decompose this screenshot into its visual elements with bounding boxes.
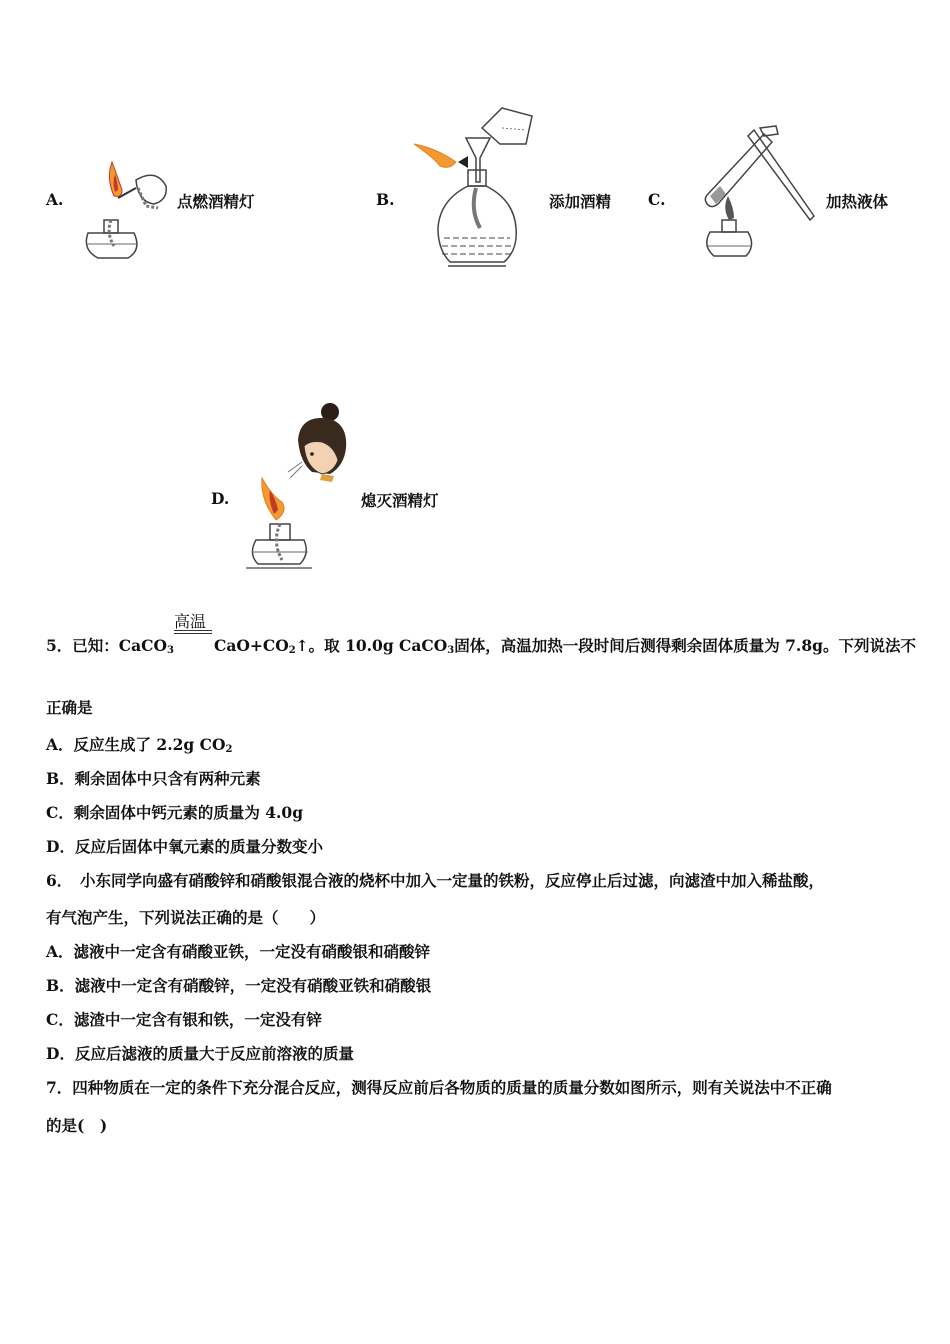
q5-stem (46, 634, 174, 656)
q5-option-a: A．反应生成了 2.2g $CO_2$ (46, 735, 233, 755)
q5-number: 5．已知： (46, 636, 119, 655)
option-d-letter: D. (211, 489, 230, 508)
q6-stem-line-1: 6． 小东同学向盛有硝酸锌和硝酸银混合液的烧杯中加入一定量的铁粉，反应停止后过滤，向滤渣中加入稀盐酸， (46, 871, 825, 890)
option-b-letter: B. (376, 190, 395, 209)
q6-stem-line-2: 有气泡产生，下列说法正确的是（ ） (46, 908, 326, 927)
q5-option-d: D．反应后固体中氧元素的质量分数变小 (46, 837, 323, 856)
q6-option-d: D．反应后滤液的质量大于反应前溶液的质量 (46, 1044, 354, 1063)
q5-reactant: CaCO$_3$ (118, 636, 174, 656)
option-b-caption: 添加酒精 (549, 192, 612, 211)
q5-option-b: B．剩余固体中只含有两种元素 (46, 769, 261, 788)
q5-reaction-arrow-bottom (174, 633, 212, 634)
q5-option-c: C．剩余固体中钙元素的质量为 4.0g (46, 803, 304, 822)
q6-option-b: B．滤液中一定含有硝酸锌，一定没有硝酸亚铁和硝酸银 (46, 976, 432, 995)
heating-liquid-figure (684, 124, 824, 266)
option-a-caption: 点燃酒精灯 (177, 192, 255, 211)
lighting-alcohol-lamp-figure (76, 158, 176, 264)
q5-reaction-condition: 高温 (174, 612, 207, 631)
option-c-letter: C. (648, 190, 666, 209)
extinguishing-alcohol-lamp-figure (242, 400, 358, 572)
adding-alcohol-figure (410, 100, 540, 272)
q6-option-c: C．滤渣中一定含有银和铁，一定没有锌 (46, 1010, 322, 1029)
q5-reaction-arrow-top (174, 630, 212, 631)
option-c-caption: 加热液体 (826, 192, 889, 211)
q7-stem-line-1: 7．四种物质在一定的条件下充分混合反应，测得反应前后各物质的质量的质量分数如图所示，则有关说法中不正确 (46, 1078, 832, 1097)
option-a-letter: A. (46, 190, 64, 209)
q7-stem-line-2: 的是( ) (46, 1116, 108, 1135)
q5-stem-rest: $CaO+CO_2↑$。取 10.0g CaCO$_3$固体，高温加热一段时间后测得剩余固体质量为 7.8g。下列说法不 (214, 636, 916, 656)
q6-option-a: A．滤液中一定含有硝酸亚铁，一定没有硝酸银和硝酸锌 (46, 942, 431, 961)
option-d-caption: 熄灭酒精灯 (361, 491, 439, 510)
q5-stem-cont: 正确是 (46, 698, 93, 717)
